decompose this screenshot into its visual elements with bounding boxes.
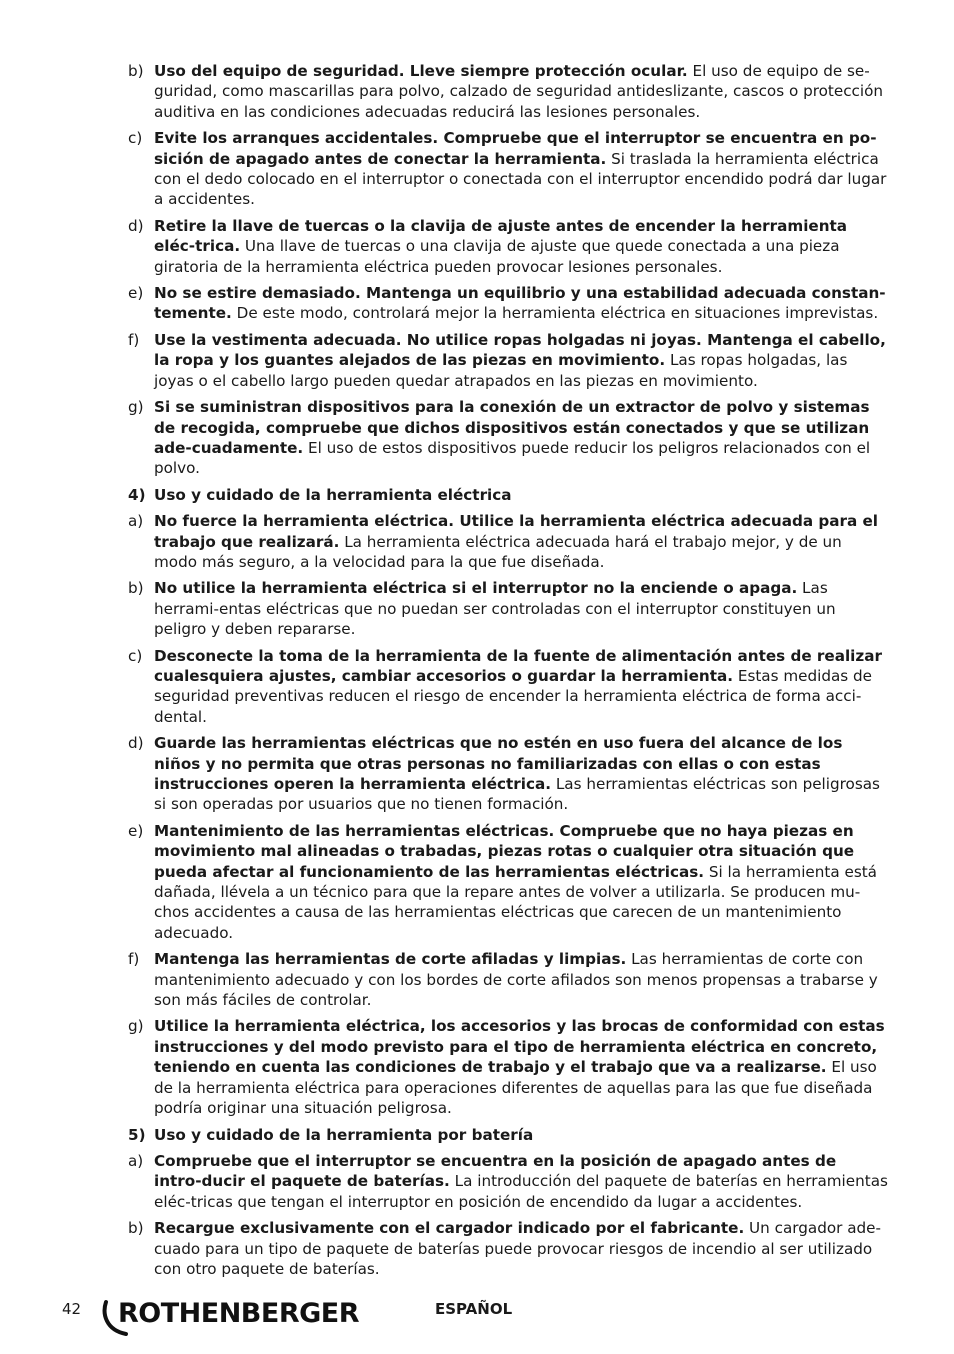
item-rest: La herramienta eléctrica adecuada hará el trabajo mejor, y de un modo más seguro, a la velocidad para la que fue diseñada. [154,532,842,571]
item-bold: Use la vestimenta adecuada. No utilice ropas holgadas ni joyas. Mantenga el cabello, la ropa y los guantes alejados de las piezas en movimiento. [154,330,886,370]
list-item [0,1151,954,1212]
list-item [0,511,954,572]
item-rest: El uso de equipo de se-guridad, como mascarillas para polvo, calzado de seguridad antideslizante, cascos o protección auditiva en las condiciones adecuadas reducirá las lesiones personales. [154,62,884,121]
item-rest: Un cargador ade-cuado para un tipo de paquete de baterías puede provocar riesgos de incendio al ser utilizado con otro paquete de baterías. [154,1219,881,1278]
item-bold: No fuerce la herramienta eléctrica. Utilice la herramienta eléctrica adecuada para el trabajo que realizará. [154,512,879,551]
item-rest: De este modo, controlará mejor la herramienta eléctrica en situaciones imprevistas. [231,304,879,323]
item-text [154,283,888,324]
item-rest: Si traslada la herramienta eléctrica con el dedo colocado en el interruptor o conectada con el interruptor encendido podrá dar lugar a accidentes. [154,149,887,209]
item-rest: Las ropas holgadas, las joyas o el cabello largo pueden quedar atrapados en las piezas en movimiento. [154,351,848,390]
item-text [154,733,888,815]
item-rest: Las herramientas de corte con mantenimiento adecuado y con los bordes de corte afilados son menos propensas a trabarse y son más fáciles de controlar. [154,950,878,1010]
item-text [154,216,888,277]
list-item [0,733,954,815]
item-bold: No se estire demasiado. Mantenga un equilibrio y una estabilidad adecuada constan-temente. [154,284,886,323]
item-text [154,949,888,1010]
item-bold: Desconecte la toma de la herramienta de la fuente de alimentación antes de realizar cualesquiera ajustes, cambiar accesorios o guardar la herramienta. [154,646,882,685]
list-item [0,1016,954,1118]
list-item [0,949,954,1010]
item-rest: Las herrami-entas eléctricas que no puedan ser controladas con el interruptor constituyen un peligro y deben repararse. [154,579,836,639]
item-text [154,61,888,122]
item-bold: Guarde las herramientas eléctricas que no estén en uso fuera del alcance de los niños y no permita que otras personas no familiarizadas con ellas o con estas instrucciones operen la herramienta eléctrica. [154,734,843,793]
list-item [0,821,954,943]
item-rest: El uso de la herramienta eléctrica para operaciones diferentes de aquellas para las que fue diseñada podría originar una situación peligrosa. [154,1058,877,1118]
item-text [154,128,888,210]
item-letter: g) [128,1017,144,1036]
item-bold: Retire la llave de tuercas o la clavija de ajuste antes de encender la herramienta eléc-trica. [154,216,848,256]
page-footer [0,1296,954,1336]
item-rest: Estas medidas de seguridad preventivas reducen el riesgo de encender la herramienta eléctrica de forma acci-dental. [154,666,873,726]
item-letter: d) [128,216,144,235]
item-rest: El uso de estos dispositivos puede reducir los peligros relacionados con el polvo. [154,438,871,478]
item-bold: Mantenga las herramientas de corte afiladas y limpias. [154,950,627,969]
item-letter: e) [128,284,144,303]
language-label: ESPAÑOL [435,1300,513,1318]
item-letter: b) [128,1219,144,1238]
item-bold: Utilice la herramienta eléctrica, los accesorios y las brocas de conformidad con estas instrucciones y del modo previsto para el tipo de herramienta eléctrica en concreto, teniendo en cuenta las condiciones de trabajo y el trabajo que va a realizarse. [154,1017,885,1077]
item-letter: a) [128,512,144,531]
item-letter: b) [128,579,144,598]
brand-name: ROTHENBERGER [118,1298,360,1329]
item-bold: Recargue exclusivamente con el cargador indicado por el fabricante. [154,1219,745,1238]
item-bold: Compruebe que el interruptor se encuentra en la posición de apagado antes de intro-ducir el paquete de baterías. [154,1151,837,1191]
list-item [0,128,954,210]
section-heading-4 [0,485,954,505]
item-rest: Si la herramienta está dañada, llévela a un técnico para que la repare antes de volver a utilizarla. Se producen mu-chos accidentes a causa de las herramientas eléctricas que carecen de un mantenimiento adecuado. [154,862,877,942]
list-item [0,330,954,391]
item-text [154,1151,888,1212]
item-text [154,578,888,639]
item-letter: c) [128,129,143,148]
section-heading-5 [0,1125,954,1145]
item-text [154,330,888,391]
item-letter: a) [128,1151,144,1170]
item-letter: d) [128,734,144,753]
section-title: Uso y cuidado de la herramienta eléctrica [154,485,512,504]
list-item [0,1218,954,1279]
item-letter: f) [128,330,140,349]
list-item [0,646,954,728]
item-bold: No utilice la herramienta eléctrica si el interruptor no la enciende o apaga. [154,579,798,598]
item-bold: Uso del equipo de seguridad. Lleve siempre protección ocular. [154,62,688,80]
list-item [0,216,954,277]
item-text [154,646,888,728]
item-bold: Mantenimiento de las herramientas eléctricas. Compruebe que no haya piezas en movimiento mal alineadas o trabadas, piezas rotas o cualquier otra situación que pueda afectar al funcionamiento de las herramientas eléctricas. [154,821,855,881]
section-title: Uso y cuidado de la herramienta por batería [154,1125,534,1144]
item-letter: b) [128,62,144,80]
item-letter: g) [128,398,144,417]
section-number: 4) [128,485,146,504]
page-number: 42 [62,1300,82,1318]
section-number: 5) [128,1125,146,1144]
item-rest: La introducción del paquete de baterías en herramientas eléc-tricas que tengan el interruptor en posición de encendido da lugar a accidentes. [154,1172,888,1211]
item-text [154,511,888,572]
item-text [154,397,888,479]
list-item [0,578,954,639]
item-letter: c) [128,646,143,665]
item-text [154,821,888,943]
list-item [0,61,954,122]
brand-logo [100,1296,360,1336]
item-bold: Si se suministran dispositivos para la conexión de un extractor de polvo y sistemas de recogida, compruebe que dichos dispositivos están conectados y que se utilizan ade-cuadamente. [154,398,870,457]
item-rest: Las herramientas eléctricas son peligrosas si son operadas por usuarios que no tienen formación. [154,775,880,814]
item-letter: e) [128,821,144,840]
list-item [0,397,954,479]
document-body [0,61,954,1285]
item-letter: f) [128,950,140,969]
item-bold: Evite los arranques accidentales. Compruebe que el interruptor se encuentra en po-sición de apagado antes de conectar la herramienta. [154,129,877,168]
item-text [154,1218,888,1279]
item-text [154,1016,888,1118]
item-rest: Una llave de tuercas o una clavija de ajuste que quede conectada a una pieza giratoria de la herramienta eléctrica pueden provocar lesiones personales. [154,237,840,276]
list-item [0,283,954,324]
